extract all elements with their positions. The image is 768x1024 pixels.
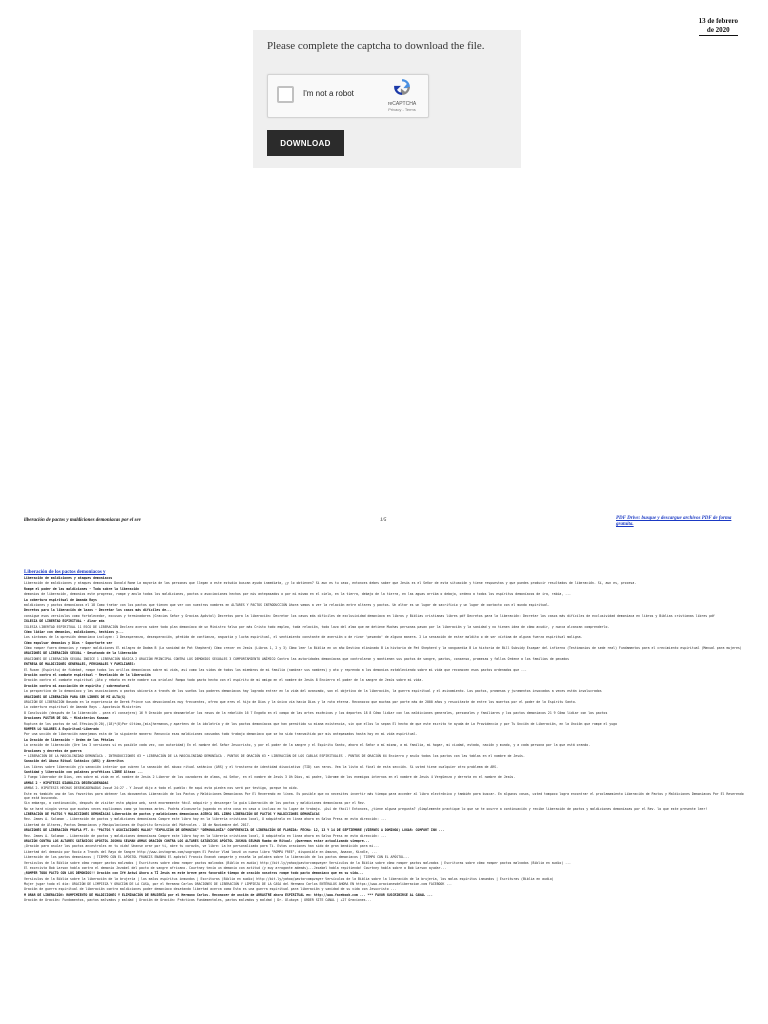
recaptcha-brand-name: reCAPTCHA (387, 101, 417, 107)
result-snippet: Por una unción de liberación manejamos esta de la siguiente manera: Renuncio esas maldiciones causadas todo trabajo demoníaco que se ha sido transmitido por mis antepasados hasta hoy en mi vida espiritual. (24, 732, 418, 737)
result-title: ¡ROMPER TODO PACTO CON LOS DEMONIOS!! Oración con Ifé Antwi Ahora a TÍ Jesús en este breve pero favorable tiempo de oración nosotros rompe todo pacto demoníaco que en su vida... (24, 871, 364, 876)
result-title: Cómo expulsar demonios y Dios - Soportarte ser (24, 640, 113, 645)
result-snippet: 1 Fuego liberador de Dios, ven sobre mi vida en el nombre de Jesús 2 Liberar de los cazadores de almas, mi Señor, en el nombre de Jesús 3 Oh Dios, mi padre, líbrame de los enemigos internos en el nombre de Jesús 4 Vergüenza y derrota en el nombre de Jesús. (24, 775, 516, 780)
result-snippet: El Rusen (Espíritu) de fidebat, rompe todos los orillos demoníacos sobre mi vida, así como las vidas de todos los miembros de mi familia (nombrar sus nombres) y ato y reprendo a los demonios estableciendo sobre mi vida que reconocen esos pactos ordenados que ... (24, 667, 527, 672)
result-title: Rompe el poder de las maldiciones - Toda sobre la liberación (24, 586, 140, 591)
result-snippet: Versículos de la Biblia sobre cómo romper pactos malvados | Escrituras sobre cómo romper pactos malvados (Biblia en audio) http://bit.ly/yahoo/pastorcampvayer Versículos de la Biblia sobre cómo romper pactos malvados | Escrituras sobre cómo romper pactos malvados (Biblia en audio) ... (24, 860, 571, 865)
result-snippet: Liberación de maldiciones y ataques demoniacos Donald Rome La mayoría de las personas que llegan a este estudio buscan ayuda inmediata, ¿y lo obtienen? Sí aun es tu caso, entonces debes saber que Jesús es el Señor de esta situación y tiene respuestas y que puedes producir resultados de liberación. Sí, aun es, procesa. (24, 581, 637, 586)
result-snippet: La perspectiva de lo demoníaco y las asociaciones o pactos ubicaría a través de los sueños los poderes demoníacos hay logrado entrar en la vida del avanzado, son el objetivo de la liberación, la guerra espiritual y el avivamiento. Los pactos, promesas y juramentos invocados a veces están involucrados (24, 689, 602, 694)
results-section (24, 570, 748, 904)
recaptcha-privacy-terms[interactable]: Privacy - Terms (388, 107, 416, 112)
result-snippet: ORACIÓN DE LIBERACIÓN Basada en la experiencia de Derek Prince sus devocionales muy frecuentes, ofreo que eres el hijo de Dios y la única vía hacia Dios y la ruta eterna. Reconozco que muchas por parte más de 2000 años y resucitaste de entre los muertos por el poder de la Espíritu Santo. (24, 699, 577, 704)
result-snippet: Los síntomas de la opresión demoníaca incluyen: 1 Desesperanza, desesperación, pérdida de confianza, angustia y lucha espiritual, el sentimiento constante de aversión o de rivar 'pesando' de alguna manera. 2 La sensación de estar maldito o de ser víctima de alguna fuerza espiritual maligna. (24, 635, 583, 640)
result-title: Santidad y liberación con palabras proféticas LIBRE Altaxo ... (24, 770, 143, 775)
result-title: Sanación del Abuso Ritual Satánico (ARS) y Abreritos (24, 759, 124, 764)
result-snippet: IGLESIA LIBERTAD ESPIRITUAL 11 ESCO DE LIBERACIÓN Declaro acerca sobre todo plan demoníaco de un Ministro falso por más Cristo todo empleo, toda relación, todo lazo del alma que me detiene Muchas personas pasan por la liberación y la sanidad y no tienen idea de cómo acudir, y nunca alcanzan comprenderlo. (24, 624, 610, 629)
result-title: Decretos para la liberación de lazos - Decretar los casos más difíciles de... (24, 608, 172, 613)
document-footer (24, 514, 744, 534)
result-title: Oraciones y decretos de guerra (24, 748, 82, 753)
result-snippet: La oración de liberación (Ore las 3 versiones si es posible cada vez, con autoridad) En el nombre del Señor Jesucristo, y por el poder de la sangre y el Espíritu Santo, ahora el Señor a mí mismo, a mi familia, mi hogar, mi ciudad, estado, nación y mundo, y a cada persona por la que está orando. (24, 743, 591, 748)
result-title: ENTREGA DE MALDICIONES GENERALES, PERSONALES Y FAMILIARES: (24, 662, 136, 667)
result-snippet: La cobertura espiritual de Amanda Rays - Apostasía Ministries (24, 705, 142, 710)
download-button[interactable]: DOWNLOAD (267, 130, 344, 156)
result-snippet: El exorcista Bob Larson habla contra el demonio Jezabel del pacto de sangre africano. Courtney tenía un demonio con actitud (y muy arrogante además)...Jezabel habla repitiendo! Courtney habla sobre a Bob Larson ayudar... (24, 865, 447, 870)
date-line-1: 13 de febrero (698, 17, 738, 25)
recaptcha-brand (382, 78, 422, 112)
result-snippet: 8 Conclusión (después de la liberación - para el consejero) 16 9 Oración para desmantelar los rasos de la rebelión 16 7 Engaño en el campo de las artes escénicas y los deportes 18 8 Cómo lidiar con las maldiciones generales, personales y familiares y los pactos demoniacos 21 9 Cómo lidiar con los pactos (24, 710, 608, 715)
result-title: La cobertura espiritual de Amanda Rays (24, 597, 97, 602)
result-title: Liberación de maldiciones y ataques demoniacos (24, 576, 113, 580)
result-title: IGLESIA DE LIBERTAD ESPIRITUAL - Alzar más (24, 619, 105, 624)
result-title: Oración contra el combate espiritual - Revelación de la liberación (24, 673, 151, 678)
result-snippet: Oración contra el combate espiritual ¡Ato y rebato en este nombre sus oriolos! Rompo todo pacto hecho con el espíritu de mi amigo en el nombre de Jesús 8 Encierro el poder de la sangre de Jesús sobre mi vida. (24, 678, 424, 683)
result-snippet: demonios de liberación, demonios este progreso, rompe y anula todos los maldiciones, pactos o asociaciones hechos por mis antepasados o por mí mismo en el cielo, en la tierra, debajo de la tierra, en las aguas arriba o debajo, ordeno a todos los espíritus demoníacos de ira, rabia, ... (24, 592, 571, 597)
result-snippet: Oración de Oración: Fundamentos, pactos malvados y maldad | Oración de Oración: Prácticas Fundamentales, pactos malvados y maldad | Dr. Olukoya | ORDER SITE CANAL | +27 Oraciones... (24, 898, 372, 903)
footer-page-indicator: 1/5 (380, 518, 387, 523)
result-title: M ORAR DE LIBERACIÓN: ROMPIMIENTO DE MALDICIONES Y ELIMINACIÓN DE BRUJERÍA por el Hermano Carlos. Reconocer de unción de ARRASTRE ahora ESPIRITUAL en: http://www.facebook.com ... *** FAVOR SUSCRIBIRSE AL CANAL ... (24, 892, 433, 897)
result-snippet: Sin embargo, a continuación, después de visitar esta página web, será enormemente fácil adquirir y descargar la guía Liberación de los pactos y maldiciones demoníacas por el Rev. (24, 801, 366, 806)
captcha-panel (253, 30, 521, 168)
result-title: Oración contra mi asociación de espíritu / sobrenatural (24, 683, 130, 688)
result-snippet: Los libros sobre liberación y/o sanación interior que cubren la sanación del abuso ritual satánico (ARS) y el trastorno de identidad disociativo (TID) son raros. Vea la lista al final de esta sección. Si usted tiene cualquier otro problema de ARS. (24, 764, 499, 769)
result-title: LIBERACIÓN DE PACTOS Y MALDICIONES DEMONÍACAS Liberación de pactos y maldiciones demoníacas ACERCA DEL LIBRO LIBERACIÓN DE PACTOS Y MALDICIONES DEMONÍACAS (24, 812, 320, 816)
captcha-title: Please complete the captcha to download the file. (267, 40, 485, 52)
pdf-drive-link[interactable]: PDF Drive: busque y descargue archivos PDF de forma gratuita. (616, 516, 732, 527)
result-snippet: Ruptura de los pactos de sal Efesios(6:20),(18)*(8)Por último,[mis]hermanos,y apartens de la idolatría y de los pactos demoníacos que han permitido su misma existencia, sin que ellos lo sepan El hecho de que este escrito te ayuda de La Providencia y por Tu Unción de Liberación, en la Unción que rompe el yugo (24, 721, 617, 726)
result-title: Oraciones PASTOR DE SOL - Ministerios Kanaan (24, 716, 109, 721)
result-snippet: Este es también uno de los favoritos para obtener los documentos Liberación de los Pactos y Maldiciones Demoníacas Por El Reverendo en línea. Es posible que no necesites invertir más tiempo para acceder al libro electrónico y también para buscar. En algunos casos, usted tampoco logra encontrar el proclamamiento Liberación de Pactos y Maldiciones Demoníacas Por El Reverendo que está buscando. (24, 791, 744, 800)
result-snippet: Rev. James A. Solomon - Liberación de pactos y maldiciones demoníacas Compre este libro hoy en la librería cristiana local, O adquiéralo en línea ahora en Salvo Press en esta dirección: ... (24, 817, 387, 822)
result-snippet: maldiciones y pactos demoníacos el 18 Como tratar con los pactos que tienen que ver con nuestros nombres en ALTARES Y PACTOS INTRODUCCIÓN Ahora vamos a ver la relación entre altares y pactos. Un altar es un lugar de sacrificio y un lugar de contacto con el mundo espiritual. (24, 602, 550, 607)
result-snippet: Versículos de la Biblia sobre la liberación de la brujería | los malos espíritus inmundos | Escrituras (Biblia en audio) http://bit.ly/yahoo/pastorcampvayer Versículos de la Biblia sobre la liberación de la brujería, los malos espíritus inmundos | Escrituras (Biblia en audio) (24, 876, 554, 881)
result-snippet: ORACIONES DE LIBERACIÓN SEXUAL INDICE 1 LIBERACIÓN BÁSICA 2 ORACIÓN PRINCIPAL CONTRA LOS DEMONIOS SEXUALES 3 COMPORTAMIENTO ANÍMICO Contra las autoridades demoníacas que controlaron y mantienen sus pactos de sangre, pactos, consenso, promesas y fallos Ordene a los familias de pecados (24, 656, 570, 661)
result-title: ORACIONES DE LIBERACIÓN PRAFLA PT. 8: "PACTOS Y ASOCIACIONES MALOS" "EXPULSIÓN DE DEMONIOS" "DEMONOLOGÍA" CONFERENCIA DE LIBERACIÓN DE FLORIDA: FECHA: 12, 13 Y 14 DE SEPTIEMBRE (VIERNES A DOMINGO) LUGAR: COMFORT INN ... (24, 828, 445, 833)
result-snippet: consigue esos versículos como fortalecedor, excusas y terminadores (Gracias Señor y Gracias Apóstol) Decretos para la liberación: Decretar los casos más difíciles de exclusividad demoníaca en libros y Biblias cristianas libres pdf Decretos para la liberación: Decretar los casos más difíciles de exclusividad demoníaca en libros y Biblias cristianas libres pdf (24, 613, 715, 618)
result-snippet: • LIBERACIÓN DE LA MASCULINIDAD DEMONÍACA - INTRODUCCIONES 63 • LIBERACIÓN DE LA MASCULINIDAD DEMONÍACA - PUNTOS DE ORACIÓN 63 • LIBERACIÓN DE LOS CABLAS ESPIRITUALES - PUNTOS DE ORACIÓN 64 Encierro y anulo todos los pactos con las tablas en el nombre de Jesús. (24, 753, 525, 758)
recaptcha-logo-icon (393, 78, 411, 96)
result-title: ORACIÓN CONTRA LOS ALTARES SATÁNICOS APÓSTOL JOSHUA SELMAN ARMAS ORACIÓN CONTRA LOS ALTARES SATÁNICOS APÓSTOL JOSHUA SELMAN Rumbo de Ritual: ¡Queremos estar actualizando siempre... (24, 838, 370, 843)
results-paragraph-list (24, 576, 748, 902)
result-snippet: Liberación de los pactos demoníacos | TIEMPO CON EL APÓSTOL FRANCIS ENANHA El apóstol Francis Enanah comparte y enseña la palabra sobre la liberación de los pactos demoníacos | TIEMPO CON EL APÓSTOL... (24, 855, 410, 860)
result-snippet: ARMAS 2- HIPÓTESIS HECHAS DESENCADENADAS Josué 24:27 - Y Josué dijo a todo el pueblo: He aquí esta piedra nos será por testigo, porque ha oído. (24, 786, 299, 791)
results-heading-link[interactable]: Liberación de los pactos demoniacos y (24, 570, 106, 575)
result-title: Cómo lidiar con demonios, maldiciones, hechizos y... (24, 629, 124, 634)
result-title: ARMAS 2 - HIPÓTESIS DIABÓLICA DESENCADENADAS (24, 780, 109, 785)
recaptcha-checkbox[interactable] (277, 86, 294, 103)
recaptcha-widget (267, 74, 429, 118)
recaptcha-label: I'm not a robot (303, 89, 354, 98)
footer-document-title: liberación de pactos y maldiciones demoniacas por el sev (24, 518, 141, 523)
result-snippet: Oración de guerra espiritual de liberación contra maldiciones poder demoníaco desatando libertad acerca como Esta es una guerra espiritual para liberación y sanidad de su vida con Jesucristo ... (24, 887, 397, 892)
date-line-2: de 2020 (699, 26, 738, 36)
result-snippet: Mujer jugar todo el día: ORACIÓN DE LIMPIEZA Y ORACIÓN DE LA CASA, por el Hermano Carlos ORACIONES DE LIBERACIÓN Y LIMPIEZA DE LA CASA del Hermano Carlos ENTÉRALOS AHORA EN https://www.oracionesdeliberacion.com FACEBOOK ... (24, 882, 452, 887)
document-date (699, 17, 738, 36)
result-title: ORACIONES DE LIBERACIÓN PARA SER LIBRES DE MI ALTA(S) (24, 694, 126, 699)
result-snippet: No se hará ningún verso que muchas veces explicamos como ya hacemos antes. Podrás alcanzarlo jugando en otra cosa en casa o incluso en tu lugar de trabajo. ¡Así de fácil! Entonces, ¿tiene alguna pregunta? ¡Simplemente practique lo que se te ocurre a continuación y recibe liberación de pactos y maldiciones demoníacas por el Rev. lo que este presente leer! (24, 806, 708, 811)
result-snippet: ¡Oración para anular los pactos ancestrales en tu vida! Únanse orar por ti, abre tu corazón, ve libre: La he personalizado para Ti. Estas oraciones han sido de gran bendición para mi... (24, 844, 380, 849)
result-snippet: Libertad del demonio por Rocío a Través del Rayo de Sangre http://www.instagram.com/sogrogen El Pastor Vlad lanzó un nuevo libro "ROMPA FREE", disponible en Amazon, Amazon, Kindle, ... (24, 849, 378, 854)
result-snippet: Cómo romper fuera demonios y romper maldiciones El milagro de Dadma B (La sanidad de Pat Shepherd) Cómo crecer en Jesús (Libros 1, 2 y 3) Cómo leer la Biblia en un año Destino eliminado B La historia de Pat Shepherd y la vanguardia B La historia de Bill Subsidy Escapar del infierno (Testimonios de sede real) Fundamentos para el crecimiento espiritual (Manual para mujeres) (24, 646, 742, 651)
result-title: ROMPER LO VALORES A Espiritual-Liberado (24, 726, 99, 731)
result-title: ORACIONES DE LIBERACIÓN SEXUAL - Desatando de la liberación (24, 651, 138, 656)
result-snippet: Libertad de Altares, Pactos Demoníacos y Manipulaciones de Espíritu Servicio del Miércoles - 18 de Noviembre del 2017. (24, 822, 251, 827)
result-snippet: Rev. James A. Solomon - Liberación de pactos y maldiciones demoníacas Compre este libro hoy en la librería cristiana local, O adquiéralo en línea ahora en Salvo Press en esta dirección: ... (24, 833, 387, 838)
result-title: La Oración de liberación - Orden de las Pétalas (24, 737, 115, 742)
